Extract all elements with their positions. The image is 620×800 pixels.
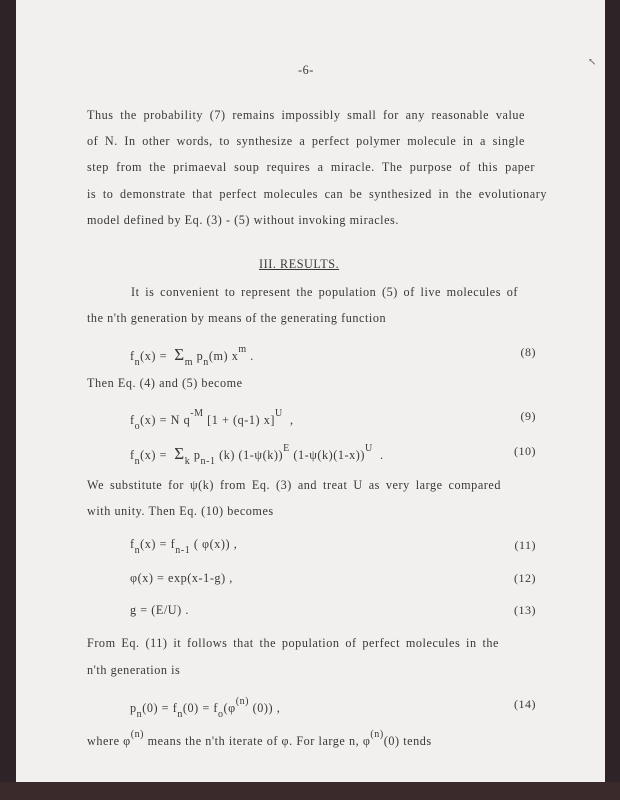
equation-number: (13) <box>514 603 536 617</box>
paragraph-line: of N. In other words, to synthesize a perfect polymer molecule in a single <box>87 134 525 148</box>
equation-11: $f_n(x) = f_{n-1}$ ( φ(x)) , <box>130 537 238 556</box>
equation-number: (8) <box>520 345 536 359</box>
paragraph-line: n'th generation is <box>87 663 181 677</box>
equation-8: $f_n(x) = \Sigma_m$ $p_n(m)$ $x^m$ . <box>130 344 254 368</box>
equation-number: (14) <box>514 697 536 711</box>
scan-background <box>0 782 620 800</box>
equation-number: (11) <box>514 538 536 552</box>
paragraph-line: It is convenient to represent the population (5) of live molecules of <box>131 285 518 299</box>
equation-12: φ(x) = exp(x-1-g) , <box>130 571 233 585</box>
paragraph-line: with unity. Then Eq. (10) becomes <box>87 504 274 518</box>
equation-number: (12) <box>514 571 536 585</box>
paragraph-line: step from the primaeval soup requires a miracle. The purpose of this paper <box>87 160 535 174</box>
section-heading: III. RESULTS. <box>259 257 340 271</box>
equation-13: g = (E/U) . <box>130 603 189 617</box>
equation-number: (10) <box>514 444 536 458</box>
paragraph-line: We substitute for ψ(k) from Eq. (3) and treat U as very large compared <box>87 478 501 492</box>
paragraph-line: Then Eq. (4) and (5) become <box>87 376 243 390</box>
equation-10: $f_n(x) = \Sigma_k$ $p_{n-1}$ (k) $(1-\psi(k))^E$ $(1-\psi(k)(1-x))^U$ . <box>130 443 384 467</box>
page-number: -6- <box>298 63 314 77</box>
paragraph-line: is to demonstrate that perfect molecules can be synthesized in the evolutionary <box>87 187 547 201</box>
paragraph-line: From Eq. (11) it follows that the population of perfect molecules in the <box>87 636 499 650</box>
equation-number: (9) <box>520 409 536 423</box>
paragraph-line: the n'th generation by means of the generating function <box>87 311 387 325</box>
scan-mark: ↖ <box>588 57 597 68</box>
equation-9: $f_o(x) = N$ $q^{-M}$ [1 + (q-1) x]$^U$ , <box>130 408 294 432</box>
equation-14: $p_n(0) = f_n(0) = f_o(\varphi^{(n)}$ (0)) , <box>130 696 281 720</box>
paragraph-line: model defined by Eq. (3) - (5) without invoking miracles. <box>87 213 399 227</box>
paragraph-line: where $\varphi^{(n)}$ means the n'th iterate of φ. For large n, $\varphi^{(n)}(0)$ tends <box>87 729 432 748</box>
paragraph-line: Thus the probability (7) remains impossibly small for any reasonable value <box>87 108 525 122</box>
